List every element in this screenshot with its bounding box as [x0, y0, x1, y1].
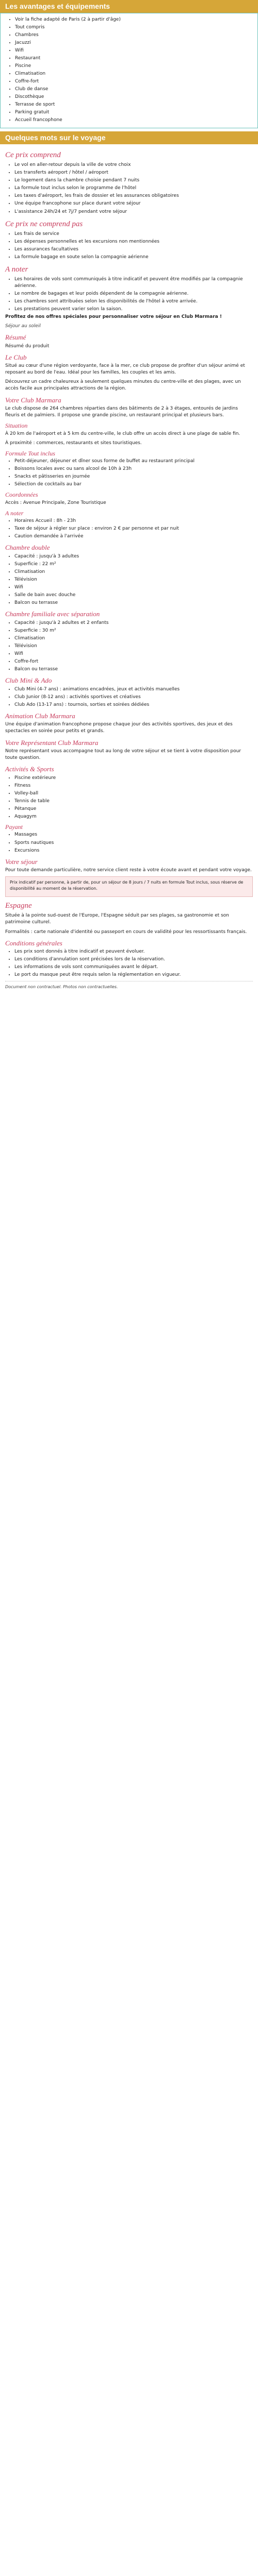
- list-item: • Le nombre de bagages et leur poids dépendent de la compagnie aérienne.: [14, 291, 253, 297]
- list-item: • Piscine extérieure: [14, 775, 253, 782]
- price-excludes-title: Ce prix ne comprend pas: [5, 219, 83, 228]
- list-item: • Climatisation: [14, 569, 253, 575]
- double-room-title: Chambre double: [5, 544, 50, 552]
- price-excludes-list: [5, 231, 253, 261]
- intro-text: Profitez de nos offres spéciales pour personnaliser votre séjour en Club Marmara !: [5, 314, 222, 319]
- list-item: • Coffre-fort: [14, 658, 253, 665]
- list-item: • Chambres: [15, 32, 252, 39]
- list-item: • Club Junior (8-12 ans) : activités sportives et créatives: [14, 694, 253, 701]
- list-item: • Voir la fiche adapté de Paris (2 à partir d'âge): [15, 16, 252, 23]
- coordinates-text: Accès : Avenue Principale, Zone Touristique: [5, 500, 106, 505]
- price-notice-text: Prix indicatif par personne, à partir de, pour un séjour de 8 jours / 7 nuits en formule Tout inclus, sous réserve de disponibilité au moment de la réservation.: [10, 880, 244, 891]
- price-includes-title: Ce prix comprend: [5, 151, 61, 160]
- list-item: • Sélection de cocktails au bar: [14, 481, 253, 488]
- spain-text-2: Formalités : carte nationale d'identité ou passeport en cours de validité pour les ressortissants français.: [5, 929, 247, 935]
- list-item: • Taxe de séjour à régler sur place : environ 2 € par personne et par nuit: [14, 526, 253, 532]
- list-item: • Les chambres sont attribuées selon les disponibilités de l'hôtel à votre arrivée.: [14, 298, 253, 305]
- advantages-list: [6, 16, 252, 124]
- note2-title: A noter: [5, 509, 24, 517]
- list-item: • Les transferts aéroport / hôtel / aéroport: [14, 170, 253, 176]
- list-item: • Club Mini (4-7 ans) : animations encadrées, jeux et activités manuelles: [14, 686, 253, 693]
- resume-title: Résumé: [5, 333, 26, 342]
- list-item: • Les taxes d'aéroport, les frais de dossier et les assurances obligatoires: [14, 193, 253, 199]
- activities-title: Activités & Sports: [5, 765, 54, 773]
- club-text: Situé au cœur d'une région verdoyante, face à la mer, ce club propose de profiter d'un séjour animé et reposant au bord de l'eau. Idéal pour les familles, les couples et les amis.: [5, 363, 245, 376]
- note-title: A noter: [5, 265, 28, 274]
- list-item: • Télévision: [14, 577, 253, 583]
- list-item: • Une équipe francophone sur place durant votre séjour: [14, 200, 253, 207]
- list-item: • Les assurances facultatives: [14, 246, 253, 253]
- advantages-header: Les avantages et équipements: [0, 0, 258, 13]
- list-item: • Piscine: [15, 63, 252, 70]
- double-room-list: [5, 553, 253, 606]
- intro-note: Séjour au soleil: [5, 324, 41, 329]
- list-item: • Boissons locales avec ou sans alcool de 10h à 23h: [14, 466, 253, 472]
- list-item: • Fitness: [14, 783, 253, 789]
- list-item: • Salle de bain avec douche: [14, 592, 253, 599]
- kids-club-list: [5, 686, 253, 708]
- list-item: • Wifi: [14, 584, 253, 591]
- list-item: • Balcon ou terrasse: [14, 666, 253, 673]
- situation-title: Situation: [5, 422, 28, 430]
- list-item: • Capacité : jusqu'à 3 adultes: [14, 553, 253, 560]
- list-item: • Les prestations peuvent varier selon la saison.: [14, 306, 253, 313]
- representative-title: Votre Représentant Club Marmara: [5, 738, 99, 747]
- list-item: • Les conditions d'annulation sont précisées lors de la réservation.: [14, 956, 253, 963]
- list-item: • Le logement dans la chambre choisie pendant 7 nuits: [14, 177, 253, 184]
- spain-text: Située à la pointe sud-ouest de l'Europe, l'Espagne séduit par ses plages, sa gastronomie et son patrimoine culturel.: [5, 913, 229, 925]
- list-item: • Les horaires de vols sont communiqués à titre indicatif et peuvent être modifiés par la compagnie aérienne.: [14, 276, 253, 290]
- list-item: • Les frais de service: [14, 231, 253, 238]
- list-item: • Superficie : 30 m²: [14, 628, 253, 634]
- note2-list: [5, 518, 253, 540]
- your-club-text: Le club dispose de 264 chambres réparties dans des bâtiments de 2 à 3 étages, entourés de jardins fleuris et de palmiers. Il propose une grande piscine, un restaurant principal et plusieurs bars.: [5, 406, 238, 418]
- list-item: • Aquagym: [14, 814, 253, 820]
- list-item: • Volley-ball: [14, 790, 253, 797]
- list-item: • Télévision: [14, 643, 253, 650]
- animation-title: Animation Club Marmara: [5, 711, 75, 720]
- list-item: • La formule bagage en soute selon la compagnie aérienne: [14, 254, 253, 261]
- price-includes-list: [5, 162, 253, 215]
- list-item: • Caution demandée à l'arrivée: [14, 533, 253, 540]
- trip-header: Quelques mots sur le voyage: [0, 131, 258, 144]
- list-item: • Petit-déjeuner, déjeuner et dîner sous forme de buffet au restaurant principal: [14, 458, 253, 465]
- club-text-2: Découvrez un cadre chaleureux à seulement quelques minutes du centre-ville et des plages, avec un accès facile aux principales attractions de la région.: [5, 379, 241, 392]
- list-item: • Les prix sont donnés à titre indicatif et peuvent évoluer.: [14, 948, 253, 955]
- stay-info-title: Votre séjour: [5, 857, 38, 866]
- formula-title: Formule Tout inclus: [5, 449, 55, 457]
- list-item: • Accueil francophone: [15, 117, 252, 124]
- situation-text-2: À proximité : commerces, restaurants et sites touristiques.: [5, 440, 142, 446]
- list-item: • Parking gratuit: [15, 109, 252, 116]
- spain-title: Espagne: [5, 902, 32, 910]
- conditions-list: [5, 948, 253, 978]
- list-item: • Tennis de table: [14, 798, 253, 805]
- list-item: • Tout compris: [15, 24, 252, 31]
- list-item: • Sports nautiques: [14, 840, 253, 846]
- list-item: • L'assistance 24h/24 et 7j/7 pendant votre séjour: [14, 209, 253, 215]
- advantages-box: [0, 13, 258, 129]
- list-item: • Wifi: [15, 47, 252, 54]
- list-item: • Excursions: [14, 848, 253, 854]
- list-item: • Restaurant: [15, 55, 252, 62]
- content-section: [0, 144, 258, 995]
- list-item: • Snacks et pâtisseries en journée: [14, 473, 253, 480]
- kids-club-title: Club Mini & Ado: [5, 676, 52, 685]
- club-title: Le Club: [5, 353, 27, 361]
- activities-list: [5, 775, 253, 820]
- list-item: • Le vol en aller-retour depuis la ville de votre choix: [14, 162, 253, 168]
- list-item: • Climatisation: [15, 71, 252, 77]
- paid-list: [5, 832, 253, 854]
- list-item: • La formule tout inclus selon le programme de l'hôtel: [14, 185, 253, 192]
- footer-text: Document non contractuel. Photos non contractuelles.: [5, 985, 118, 990]
- list-item: • Capacité : jusqu'à 2 adultes et 2 enfants: [14, 620, 253, 626]
- price-notice: [5, 876, 253, 897]
- conditions-title: Conditions générales: [5, 939, 62, 947]
- formula-list: [5, 458, 253, 488]
- stay-info-text: Pour toute demande particulière, notre service client reste à votre écoute avant et pendant votre voyage.: [5, 868, 252, 873]
- list-item: • Coffre-fort: [15, 78, 252, 85]
- situation-text: À 20 km de l'aéroport et à 5 km du centre-ville, le club offre un accès direct à une plage de sable fin.: [5, 431, 240, 436]
- your-club-title: Votre Club Marmara: [5, 396, 61, 404]
- family-room-title: Chambre familiale avec séparation: [5, 610, 100, 618]
- list-item: • Discothèque: [15, 94, 252, 100]
- list-item: • Les dépenses personnelles et les excursions non mentionnées: [14, 239, 253, 245]
- representative-text: Notre représentant vous accompagne tout au long de votre séjour et se tient à votre disposition pour toute question.: [5, 749, 241, 761]
- list-item: • Club Ado (13-17 ans) : tournois, sorties et soirées dédiées: [14, 702, 253, 708]
- list-item: • Massages: [14, 832, 253, 838]
- list-item: • Horaires Accueil : 8h - 23h: [14, 518, 253, 524]
- list-item: • Le port du masque peut être requis selon la réglementation en vigueur.: [14, 972, 253, 978]
- page: [0, 0, 258, 995]
- list-item: • Terrasse de sport: [15, 101, 252, 108]
- list-item: • Superficie : 22 m²: [14, 561, 253, 568]
- note-list: [5, 276, 253, 313]
- list-item: • Club de danse: [15, 86, 252, 93]
- list-item: • Jacuzzi: [15, 40, 252, 46]
- list-item: • Les informations de vols sont communiquées avant le départ.: [14, 964, 253, 971]
- animation-text: Une équipe d'animation francophone propose chaque jour des activités sportives, des jeux et des spectacles en soirée pour petits et grands.: [5, 722, 233, 734]
- list-item: • Pétanque: [14, 806, 253, 812]
- paid-title: Payant: [5, 823, 23, 831]
- list-item: • Balcon ou terrasse: [14, 600, 253, 606]
- coordinates-title: Coordonnées: [5, 491, 38, 499]
- list-item: • Climatisation: [14, 635, 253, 642]
- list-item: • Wifi: [14, 651, 253, 657]
- family-room-list: [5, 620, 253, 673]
- resume-text: Résumé du produit: [5, 343, 50, 349]
